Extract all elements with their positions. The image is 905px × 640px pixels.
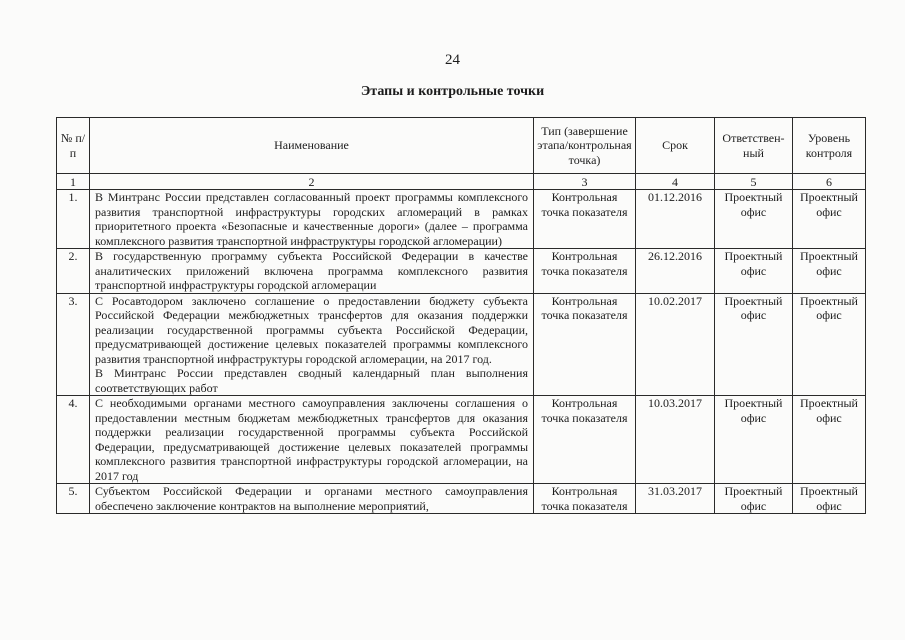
column-number: 2 xyxy=(90,174,534,190)
column-number: 3 xyxy=(534,174,636,190)
row-name-text: В Минтранс России представлен согласованный проект программы комплексного развития транспортной инфраструктуры городских агломераций в рамках приоритетного проекта «Безопасные и качественные дороги» (далее – программа комплексного развития транспортной инфраструктуры городской агломерации) xyxy=(95,190,528,248)
row-date: 10.02.2017 xyxy=(636,293,715,396)
row-name-text: С необходимыми органами местного самоуправления заключены соглашения о предоставлении местным бюджетам межбюджетных трансфертов для оказания поддержки реализации государственной программы субъекта Российской Федерации, предусматривающей достижение целевых показателей программы комплексного развития транспортной инфраструктуры городской агломерации, на 2017 год xyxy=(95,396,528,483)
row-owner: Проектный офис xyxy=(715,190,793,249)
header-level: Уровень контроля xyxy=(793,118,866,174)
table-row xyxy=(57,396,866,484)
header-number: № п/п xyxy=(57,118,90,174)
row-number: 3. xyxy=(57,293,90,396)
row-number: 1. xyxy=(57,190,90,249)
row-owner: Проектный офис xyxy=(715,484,793,514)
stages-table xyxy=(56,117,866,514)
header-date: Срок xyxy=(636,118,715,174)
row-type: Контрольная точка показателя xyxy=(534,396,636,484)
table-header-row xyxy=(57,118,866,174)
column-number: 6 xyxy=(793,174,866,190)
row-owner: Проектный офис xyxy=(715,293,793,396)
header-owner: Ответствен-ный xyxy=(715,118,793,174)
row-name xyxy=(90,396,534,484)
row-name-text: В государственную программу субъекта Российской Федерации в качестве аналитических приложений включена программа комплексного развития транспортной инфраструктуры городской агломерации xyxy=(95,249,528,292)
column-numbers-row xyxy=(57,174,866,190)
row-date: 01.12.2016 xyxy=(636,190,715,249)
row-level: Проектный офис xyxy=(793,484,866,514)
row-name xyxy=(90,249,534,294)
row-date: 26.12.2016 xyxy=(636,249,715,294)
row-name-extra-text: В Минтранс России представлен сводный календарный план выполнения соответствующих работ xyxy=(95,366,528,395)
column-number: 5 xyxy=(715,174,793,190)
row-name xyxy=(90,190,534,249)
row-name xyxy=(90,484,534,514)
row-level: Проектный офис xyxy=(793,293,866,396)
row-level: Проектный офис xyxy=(793,190,866,249)
row-date: 31.03.2017 xyxy=(636,484,715,514)
row-level: Проектный офис xyxy=(793,249,866,294)
column-number: 4 xyxy=(636,174,715,190)
row-type: Контрольная точка показателя xyxy=(534,249,636,294)
table-row xyxy=(57,190,866,249)
table-row xyxy=(57,293,866,396)
header-name: Наименование xyxy=(90,118,534,174)
row-name-text: С Росавтодором заключено соглашение о предоставлении бюджету субъекта Российской Федерации межбюджетных трансфертов для оказания поддержки реализации государственной программы субъекта Российской Федерации, предусматривающей достижение целевых показателей программы комплексного развития транспортной инфраструктуры городской агломерации, на 2017 год. xyxy=(95,293,528,366)
row-type: Контрольная точка показателя xyxy=(534,190,636,249)
row-owner: Проектный офис xyxy=(715,249,793,294)
row-name xyxy=(90,293,534,396)
row-type: Контрольная точка показателя xyxy=(534,293,636,396)
row-level: Проектный офис xyxy=(793,396,866,484)
row-owner: Проектный офис xyxy=(715,396,793,484)
table-row xyxy=(57,249,866,294)
row-date: 10.03.2017 xyxy=(636,396,715,484)
page-number: 24 xyxy=(445,52,460,68)
row-number: 5. xyxy=(57,484,90,514)
page-title: Этапы и контрольные точки xyxy=(360,84,545,99)
table-row xyxy=(57,484,866,514)
row-number: 4. xyxy=(57,396,90,484)
row-number: 2. xyxy=(57,249,90,294)
row-type: Контрольная точка показателя xyxy=(534,484,636,514)
column-number: 1 xyxy=(57,174,90,190)
row-name-text: Субъектом Российской Федерации и органами местного самоуправления обеспечено заключение контрактов на выполнение мероприятий, xyxy=(95,484,528,513)
header-type: Тип (завершение этапа/контрольная точка) xyxy=(534,118,636,174)
